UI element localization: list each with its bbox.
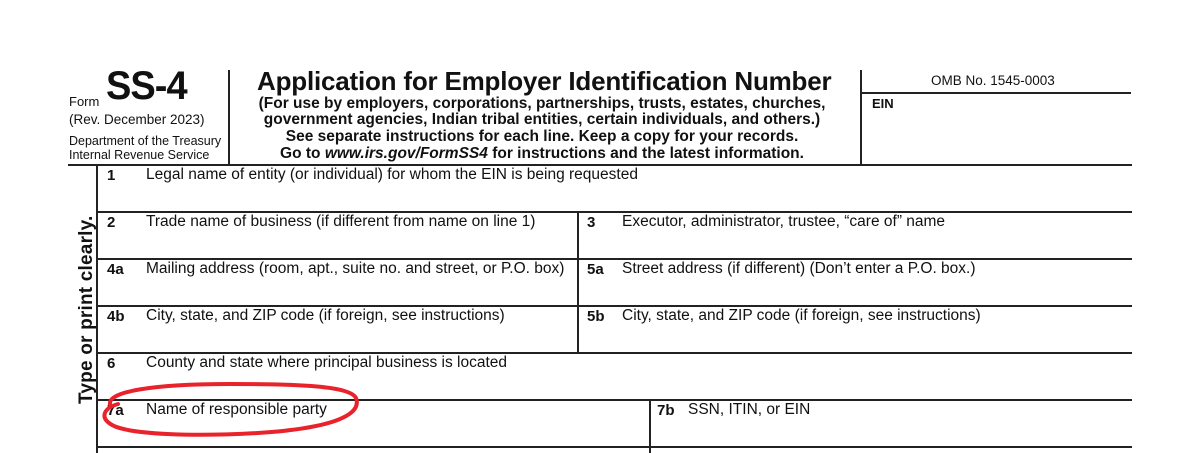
subtitle-line-1: (For use by employers, corporations, partnerships, trusts, estates, churches, [258, 95, 826, 112]
field-label: Mailing address (room, apt., suite no. and street, or P.O. box) [146, 260, 565, 277]
field-number: 4b [107, 308, 125, 325]
form-number: SS-4 [106, 64, 187, 108]
field-label: SSN, ITIN, or EIN [688, 401, 811, 418]
revision-date: (Rev. December 2023) [69, 112, 205, 127]
field-label: Executor, administrator, trustee, “care of” name [622, 213, 946, 230]
department: Department of the Treasury [69, 134, 222, 148]
field-number: 4a [107, 261, 124, 278]
subtitle-rest: for instructions and the latest information. [487, 145, 804, 162]
field-number: 3 [587, 214, 596, 231]
field-number: 5b [587, 308, 605, 325]
field-label: Street address (if different) (Don’t enter a P.O. box.) [622, 260, 976, 277]
type-or-print-label: Type or print clearly. [76, 215, 97, 404]
field-label: Name of responsible party [146, 401, 327, 418]
subtitle-line-3: See separate instructions for each line. Keep a copy for your records. [285, 128, 799, 145]
omb-number: OMB No. 1545-0003 [931, 73, 1055, 88]
field-number: 5a [587, 261, 604, 278]
field-label: County and state where principal business is located [146, 354, 508, 371]
red-circle-stroke [104, 384, 356, 435]
field-number: 1 [107, 167, 116, 184]
field-label: Trade name of business (if different from name on line 1) [146, 213, 536, 230]
field-label: City, state, and ZIP code (if foreign, see instructions) [622, 307, 981, 324]
ein-label: EIN [872, 96, 894, 111]
form-word: Form [69, 94, 100, 109]
field-number: 7a [107, 402, 124, 419]
subtitle-line-2: government agencies, Indian tribal entities, certain individuals, and others.) [263, 111, 821, 128]
instructions-url[interactable]: www.irs.gov/FormSS4 [324, 145, 488, 162]
form-title: Application for Employer Identification Number [257, 66, 832, 96]
field-number: 7b [657, 402, 675, 419]
field-label: City, state, and ZIP code (if foreign, see instructions) [146, 307, 505, 324]
service: Internal Revenue Service [69, 148, 210, 162]
field-number: 6 [107, 355, 116, 372]
field-label: Legal name of entity (or individual) for whom the EIN is being requested [146, 166, 638, 183]
field-number: 2 [107, 214, 116, 231]
subtitle-go-to: Go to [280, 145, 325, 162]
